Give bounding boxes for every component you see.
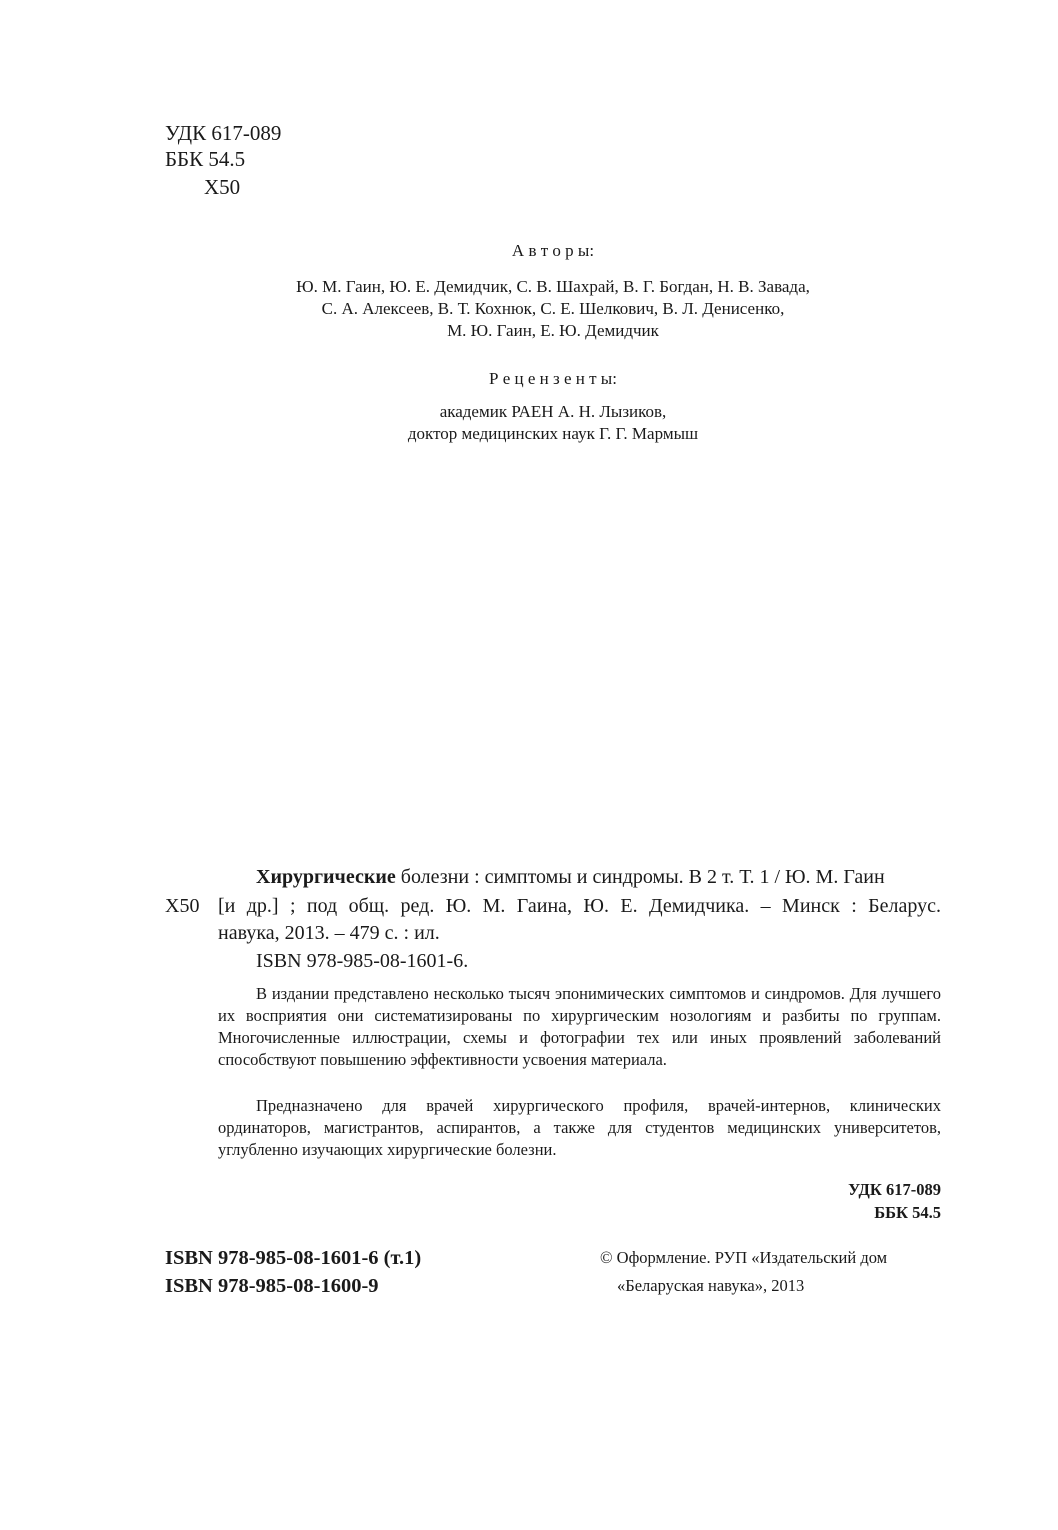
annotation-block [218,1095,941,1161]
reviewers-heading-text: Р е ц е н з е н т ы: [489,369,617,388]
reviewers-list [165,401,941,445]
authors-line: М. Ю. Гаин, Е. Ю. Демидчик [447,321,659,340]
bbk-code: ББК 54.5 [165,147,246,171]
footer-bbk: ББК 54.5 [874,1203,941,1222]
authors-line: С. А. Алексеев, В. Т. Кохнюк, С. Е. Шелкович, В. Л. Денисенко, [321,299,785,318]
authors-list [165,276,941,342]
isbn-set: ISBN 978-985-08-1600-9 [165,1275,379,1297]
bibliographic-line: [и др.] ; под общ. ред. Ю. М. Гаина, Ю. Е. Демидчика. – Минск : Беларус. [218,895,941,917]
bibliographic-line: навука, 2013. – 479 с. : ил. [218,922,440,944]
annotation-paragraph: Предназначено для врачей хирургического профиля, врачей-интернов, клинических ординаторов, магистрантов, аспирантов, а также для студентов медицинских университетов, углубленно изучающих хирургические болезни. [218,1096,941,1159]
isbn-volume: ISBN 978-985-08-1601-6 (т.1) [165,1247,422,1269]
book-title: Хирургические [256,866,396,888]
authors-heading [165,240,941,262]
reviewer-line: академик РАЕН А. Н. Лызиков, [439,402,667,421]
annotation-block [218,983,941,1071]
copyright-line: «Беларуская навука», 2013 [617,1276,805,1295]
author-code: Х50 [204,175,241,199]
bibliographic-code: Х50 [165,895,200,917]
authors-line: Ю. М. Гаин, Ю. Е. Демидчик, С. В. Шахрай, В. Г. Богдан, Н. В. Завада, [296,277,810,296]
footer-udk: УДК 617-089 [848,1180,941,1199]
bibliographic-isbn: ISBN 978-985-08-1601-6. [256,950,469,972]
annotation-paragraph: В издании представлено несколько тысяч эпонимических симптомов и синдромов. Для лучшего их восприятия они систематизированы по хирургическим нозологиям и разбиты по группам. Многочисленные иллюстрации, схемы и фотографии тех или иных проявлений заболеваний способствуют повышению эффективности усвоения материала. [218,984,941,1069]
authors-heading-text: А в т о р ы: [511,241,595,260]
bibliographic-title-line [256,864,885,890]
book-title-rest: болезни : симптомы и синдромы. В 2 т. Т. 1 / Ю. М. Гаин [395,866,885,888]
reviewers-heading [165,368,941,390]
copyright-line: © Оформление. РУП «Издательский дом [600,1248,888,1267]
reviewer-line: доктор медицинских наук Г. Г. Мармыш [407,424,699,443]
udk-code: УДК 617-089 [165,121,282,145]
